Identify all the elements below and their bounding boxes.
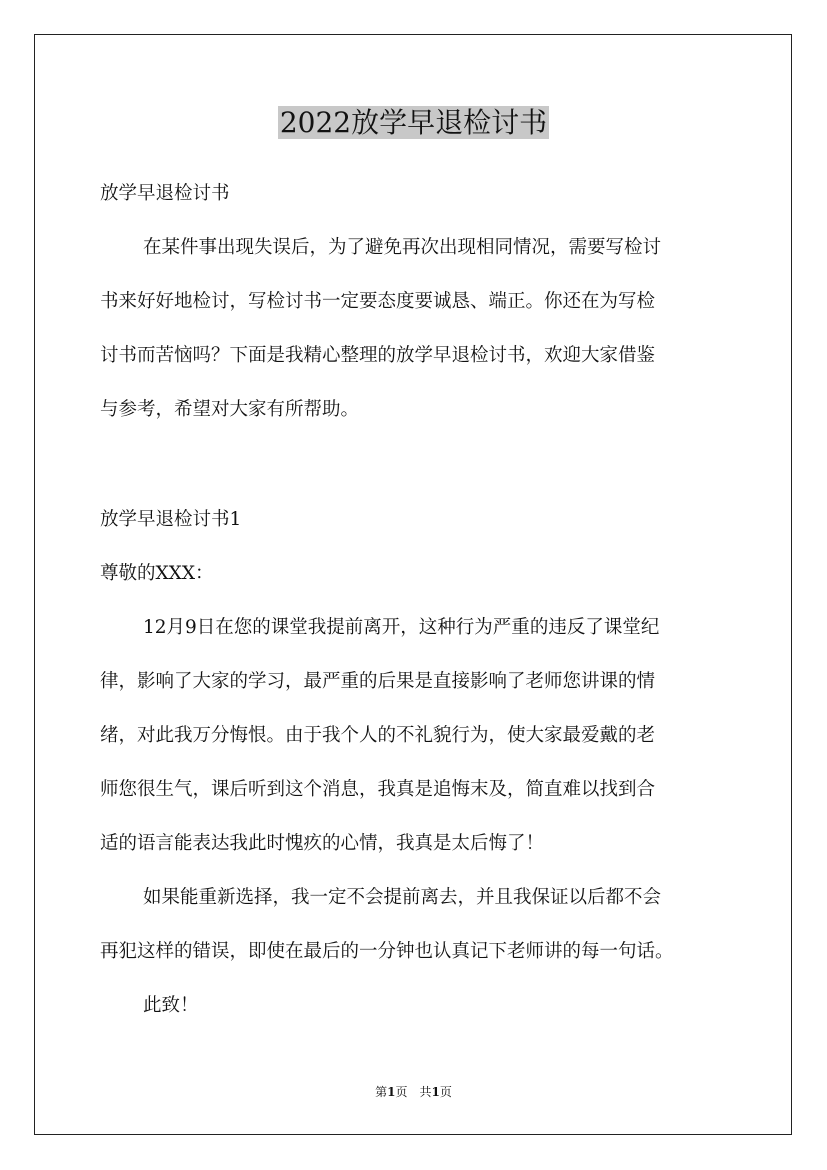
paragraph-line: 绪，对此我万分悔恨。由于我个人的不礼貌行为，使大家最爱戴的老 — [100, 725, 656, 746]
paragraph-line: 再犯这样的错误，即使在最后的一分钟也认真记下老师讲的每一句话。 — [100, 941, 674, 962]
footer-page-suffix: 页 — [439, 1085, 452, 1099]
paragraph-line: 如果能重新选择，我一定不会提前离去，并且我保证以后都不会 — [143, 887, 662, 908]
footer-page-mid: 页 共 — [395, 1085, 432, 1099]
footer-page-total: 1 — [431, 1085, 440, 1099]
intro-line: 书来好好地检讨，写检讨书一定要态度要诚恳、端正。你还在为写检 — [100, 291, 656, 312]
document-subtitle: 放学早退检讨书 — [100, 183, 230, 204]
footer-page-prefix: 第 — [375, 1085, 388, 1099]
document-title-text: 2022放学早退检讨书 — [279, 106, 548, 139]
page-footer — [0, 1084, 827, 1100]
paragraph-line: 12月9日在您的课堂我提前离开，这种行为严重的违反了课堂纪 — [143, 617, 660, 638]
intro-line: 在某件事出现失误后，为了避免再次出现相同情况，需要写检讨 — [143, 237, 662, 258]
paragraph-line: 师您很生气，课后听到这个消息，我真是追悔末及，简直难以找到合 — [100, 779, 656, 800]
paragraph-line: 适的语言能表达我此时愧疚的心情，我真是太后悔了！ — [100, 833, 545, 854]
salutation: 尊敬的XXX： — [100, 563, 214, 584]
closing-text: 此致！ — [143, 995, 199, 1016]
intro-line: 与参考，希望对大家有所帮助。 — [100, 399, 360, 420]
paragraph-line: 律，影响了大家的学习，最严重的后果是直接影响了老师您讲课的情 — [100, 671, 656, 692]
footer-page-current: 1 — [387, 1085, 396, 1099]
intro-line: 讨书而苦恼吗？下面是我精心整理的放学早退检讨书，欢迎大家借鉴 — [100, 345, 656, 366]
section-heading: 放学早退检讨书1 — [100, 509, 242, 530]
document-title — [0, 103, 827, 143]
